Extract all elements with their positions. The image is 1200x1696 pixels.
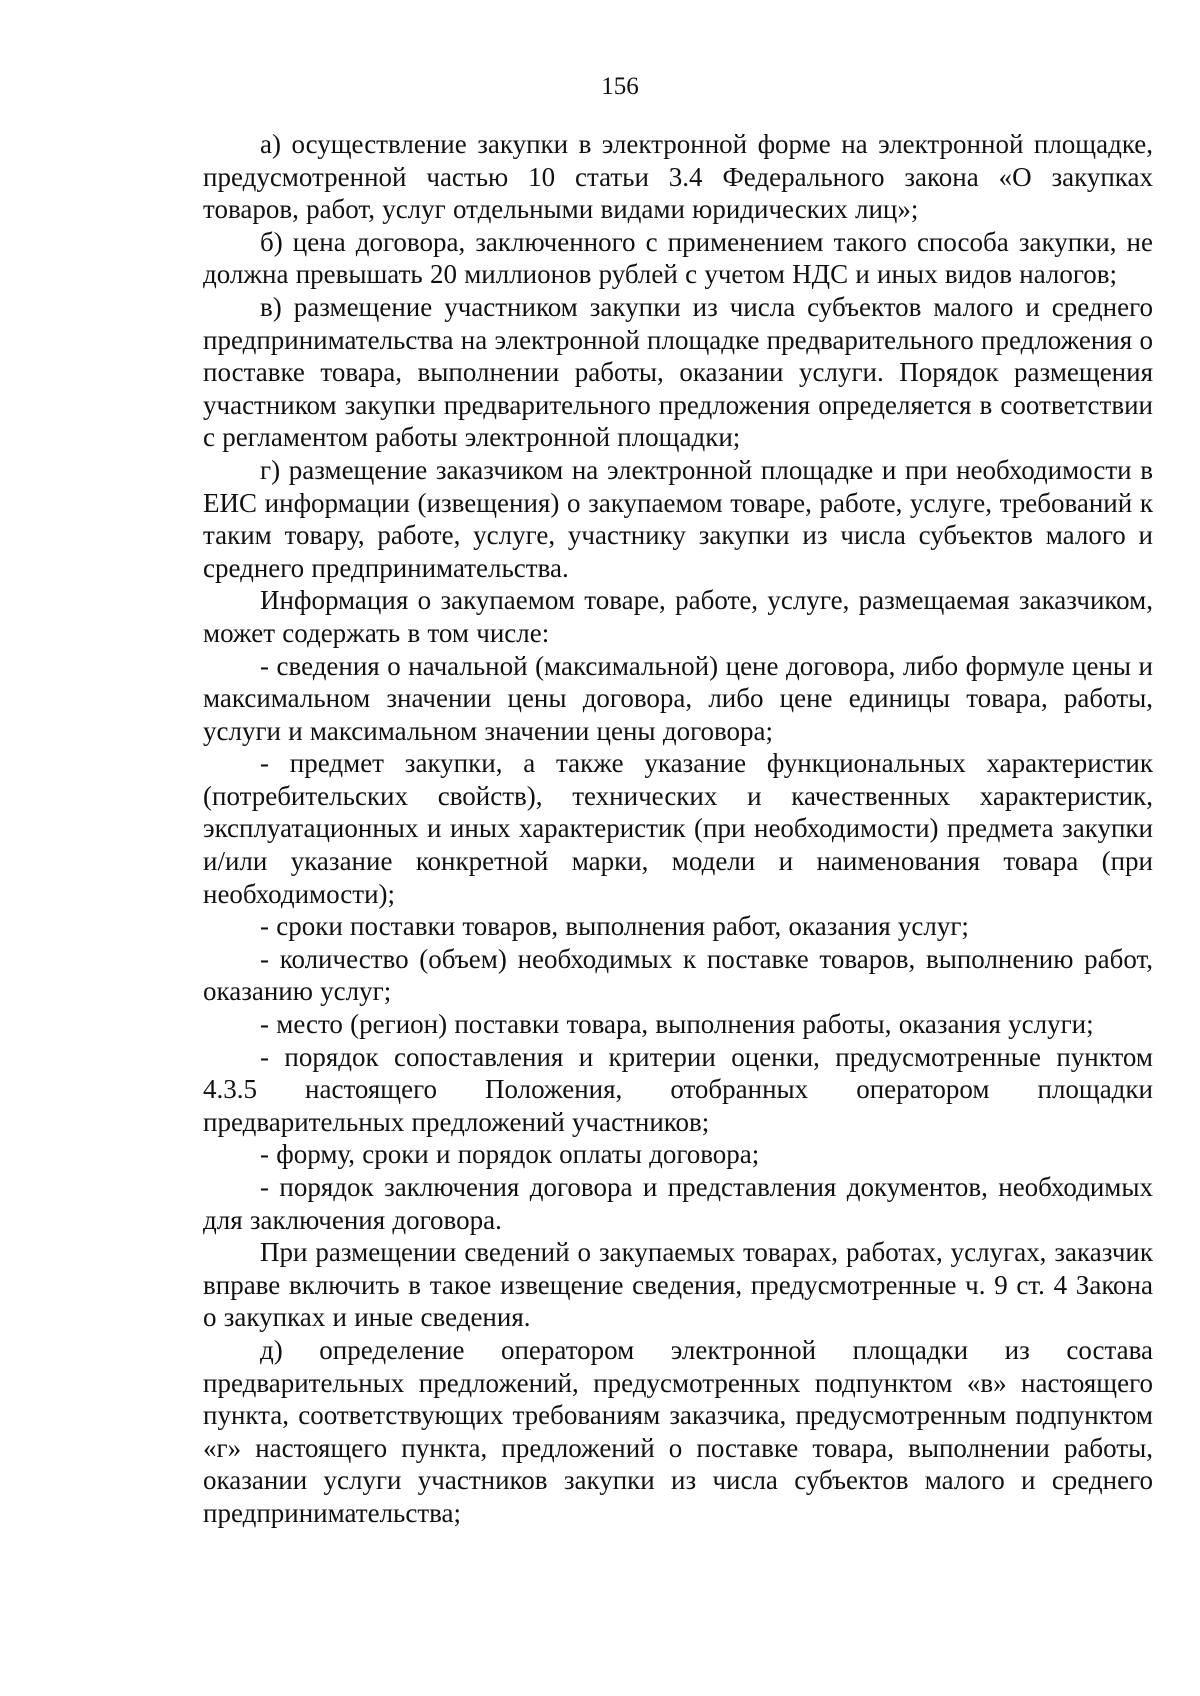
document-body (203, 128, 1153, 1530)
list-item-payment: - форму, сроки и порядок оплаты договора; (260, 1139, 760, 1170)
paragraph-a: а) осуществление закупки в электронной форме на электронной площадке, предусмотренной частью 10 статьи 3.4 Федерального закона «О закупках товаров, работ, услуг отдельными видами юридических лиц»; (203, 129, 1153, 225)
list-item-subject: - предмет закупки, а также указание функциональных характеристик (потребительских свойств), технических и качественных характеристик, эксплуатационных и иных характеристик (при необходимости) предмета закупки и/или указание конкретной марки, модели и наименования товара (при необходимости); (203, 748, 1153, 909)
paragraph-additional-info: При размещении сведений о закупаемых товарах, работах, услугах, заказчик вправе включить в такое извещение сведения, предусмотренные ч. 9 ст. 4 Закона о закупках и иные сведения. (203, 1237, 1153, 1333)
list-item-evaluation: - порядок сопоставления и критерии оценки, предусмотренные пунктом 4.3.5 настоящего Положения, отобранных оператором площадки предварительных предложений участников; (203, 1041, 1153, 1137)
list-item-contract-procedure: - порядок заключения договора и представления документов, необходимых для заключения договора. (203, 1172, 1153, 1235)
paragraph-info-intro: Информация о закупаемом товаре, работе, услуге, размещаемая заказчиком, может содержать в том числе: (203, 585, 1153, 648)
paragraph-g: г) размещение заказчиком на электронной площадке и при необходимости в ЕИС информации (извещения) о закупаемом товаре, работе, услуге, требований к таким товару, работе, услуге, участнику закупки из числа субъектов малого и среднего предпринимательства. (203, 454, 1153, 583)
list-item-terms: - сроки поставки товаров, выполнения работ, оказания услуг; (260, 911, 969, 942)
list-item-place: - место (регион) поставки товара, выполнения работы, оказания услуги; (260, 1009, 1094, 1040)
paragraph-v: в) размещение участником закупки из числа субъектов малого и среднего предпринимательства на электронной площадке предварительного предложения о поставке товара, выполнении работы, оказании услуги. Порядок размещения участником закупки предварительного предложения определяется в соответствии с регламентом работы электронной площадки; (203, 291, 1153, 453)
list-item-price: - сведения о начальной (максимальной) цене договора, либо формуле цены и максимальном значении цены договора, либо цене единицы товара, работы, услуги и максимальном значении цены договора; (203, 650, 1153, 746)
paragraph-d: д) определение оператором электронной площадки из состава предварительных предложений, предусмотренных подпунктом «в» настоящего пункта, соответствующих требованиям заказчика, предусмотренным подпунктом «г» настоящего пункта, предложений о поставке товара, выполнении работы, оказании услуги участников закупки из числа субъектов малого и среднего предпринимательства; (203, 1334, 1153, 1528)
list-item-quantity: - количество (объем) необходимых к поставке товаров, выполнению работ, оказанию услуг; (203, 943, 1153, 1007)
paragraph-b: б) цена договора, заключенного с применением такого способа закупки, не должна превышать 20 миллионов рублей с учетом НДС и иных видов налогов; (203, 226, 1153, 290)
page-number: 156 (601, 73, 639, 100)
